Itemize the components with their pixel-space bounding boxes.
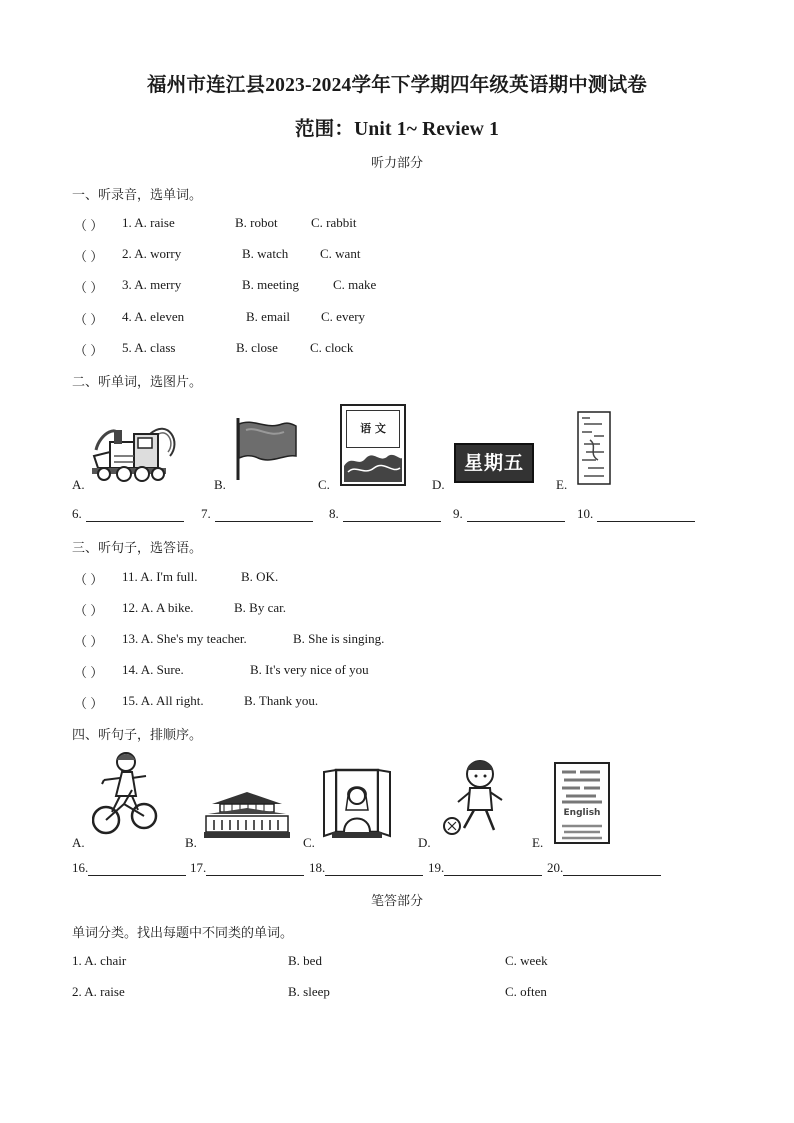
blank-18[interactable] bbox=[309, 860, 423, 876]
q14-option-a: 14. A. Sure. bbox=[122, 662, 184, 677]
friday-sign-image: 星期五 bbox=[454, 443, 534, 483]
blank-19-label: 19. bbox=[428, 860, 445, 875]
w2-option-b: B. sleep bbox=[288, 984, 330, 999]
w1-option-c: C. week bbox=[505, 953, 548, 968]
written-header: 笔答部分 bbox=[370, 893, 423, 908]
blank-20-label: 20. bbox=[547, 860, 564, 875]
s4-letter-a: A. bbox=[72, 835, 85, 850]
english-book-label: English bbox=[563, 808, 601, 818]
blank-7-label: 7. bbox=[201, 506, 211, 521]
blank-10-label: 10. bbox=[577, 506, 594, 521]
chinese-book-label: 语 文 bbox=[346, 410, 400, 448]
q3-paren[interactable]: （ ） bbox=[74, 280, 104, 295]
scope-title: 范围：Unit 1~ Review 1 bbox=[294, 119, 500, 140]
q11-option-b: B. OK. bbox=[241, 569, 279, 584]
w2-option-c: C. often bbox=[505, 984, 547, 999]
q15-option-a: 15. A. All right. bbox=[122, 693, 204, 708]
blank-9-label: 9. bbox=[453, 506, 463, 521]
blank-16-label: 16. bbox=[72, 860, 89, 875]
blank-20[interactable] bbox=[547, 860, 661, 876]
blank-17-label: 17. bbox=[190, 860, 207, 875]
blank-19[interactable] bbox=[428, 860, 542, 876]
q14-paren[interactable]: （ ） bbox=[74, 665, 104, 680]
q14-option-b: B. It's very nice of you bbox=[250, 662, 369, 677]
s2-letter-e: E. bbox=[556, 477, 568, 492]
q3-option-a: 3. A. merry bbox=[122, 277, 182, 292]
s4-letter-e: E. bbox=[532, 835, 544, 850]
blank-16[interactable] bbox=[72, 860, 186, 876]
chinese-book-image bbox=[340, 404, 406, 486]
s4-letter-c: C. bbox=[303, 835, 315, 850]
page-title: 福州市连江县2023-2024学年下学期四年级英语期中测试卷 bbox=[147, 75, 647, 96]
blank-6-label: 6. bbox=[72, 506, 82, 521]
blank-8-label: 8. bbox=[329, 506, 339, 521]
section4-heading: 四、听句子，排顺序。 bbox=[72, 727, 203, 742]
q4-option-b: B. email bbox=[246, 309, 291, 324]
q5-paren[interactable]: （ ） bbox=[74, 343, 104, 358]
q2-option-c: C. want bbox=[320, 246, 361, 261]
blank-18-label: 18. bbox=[309, 860, 326, 875]
s2-letter-d: D. bbox=[432, 477, 445, 492]
q12-option-b: B. By car. bbox=[234, 600, 286, 615]
q13-option-b: B. She is singing. bbox=[293, 631, 385, 646]
q4-option-c: C. every bbox=[321, 309, 366, 324]
w2-option-a: 2. A. raise bbox=[72, 984, 125, 999]
english-book-image bbox=[554, 762, 610, 844]
section2-heading: 二、听单词，选图片。 bbox=[72, 374, 203, 389]
football-player-image bbox=[440, 756, 510, 838]
section5-heading: 单词分类。找出每题中不同类的单词。 bbox=[72, 925, 294, 940]
scroll-image bbox=[576, 410, 612, 486]
q11-paren[interactable]: （ ） bbox=[74, 572, 104, 587]
q3-option-c: C. make bbox=[333, 277, 377, 292]
q2-option-a: 2. A. worry bbox=[122, 246, 182, 261]
blank-8[interactable] bbox=[329, 506, 441, 522]
q2-option-b: B. watch bbox=[242, 246, 289, 261]
train-image bbox=[90, 412, 182, 484]
w1-option-a: 1. A. chair bbox=[72, 953, 127, 968]
q5-option-b: B. close bbox=[236, 340, 278, 355]
q11-option-a: 11. A. I'm full. bbox=[122, 569, 198, 584]
s4-letter-b: B. bbox=[185, 835, 197, 850]
q1-paren[interactable]: （ ） bbox=[74, 218, 104, 233]
w1-option-b: B. bed bbox=[288, 953, 322, 968]
flag-image bbox=[232, 416, 298, 482]
bike-rider-image bbox=[92, 750, 158, 836]
open-window-image bbox=[322, 766, 392, 840]
q1-option-a: 1. A. raise bbox=[122, 215, 175, 230]
gate-tower-image bbox=[204, 790, 290, 838]
q12-option-a: 12. A. A bike. bbox=[122, 600, 194, 615]
q1-option-c: C. rabbit bbox=[311, 215, 357, 230]
q15-option-b: B. Thank you. bbox=[244, 693, 319, 708]
q3-option-b: B. meeting bbox=[242, 277, 300, 292]
section3-heading: 三、听句子，选答语。 bbox=[72, 540, 203, 555]
blank-17[interactable] bbox=[190, 860, 304, 876]
q13-option-a: 13. A. She's my teacher. bbox=[122, 631, 247, 646]
q5-option-c: C. clock bbox=[310, 340, 354, 355]
q5-option-a: 5. A. class bbox=[122, 340, 176, 355]
s4-letter-d: D. bbox=[418, 835, 431, 850]
blank-9[interactable] bbox=[453, 506, 565, 522]
listening-header: 听力部分 bbox=[370, 155, 423, 170]
s2-letter-b: B. bbox=[214, 477, 226, 492]
q4-paren[interactable]: （ ） bbox=[74, 312, 104, 327]
blank-10[interactable] bbox=[577, 506, 695, 522]
blank-7[interactable] bbox=[201, 506, 313, 522]
s2-letter-a: A. bbox=[72, 477, 85, 492]
blank-6[interactable] bbox=[72, 506, 184, 522]
q13-paren[interactable]: （ ） bbox=[74, 634, 104, 649]
q4-option-a: 4. A. eleven bbox=[122, 309, 185, 324]
q1-option-b: B. robot bbox=[235, 215, 278, 230]
section1-heading: 一、听录音，选单词。 bbox=[72, 187, 203, 202]
q2-paren[interactable]: （ ） bbox=[74, 249, 104, 264]
s2-letter-c: C. bbox=[318, 477, 330, 492]
q12-paren[interactable]: （ ） bbox=[74, 603, 104, 618]
q15-paren[interactable]: （ ） bbox=[74, 696, 104, 711]
